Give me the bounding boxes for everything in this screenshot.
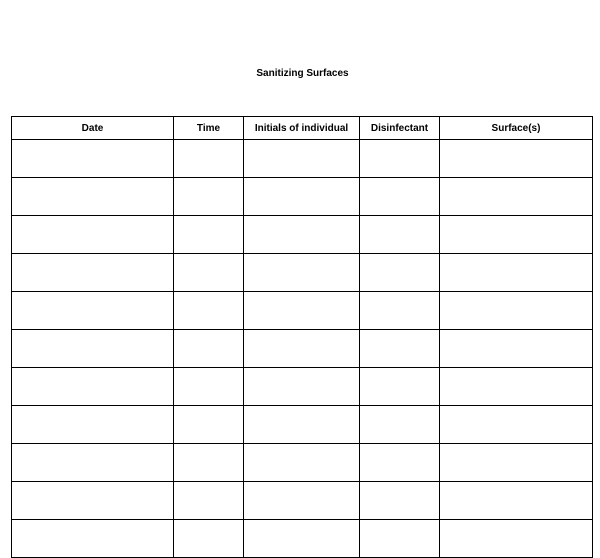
time-cell[interactable] <box>174 406 244 444</box>
table-body <box>12 140 593 558</box>
date-cell[interactable] <box>12 406 174 444</box>
surfaces-cell[interactable] <box>440 406 593 444</box>
table-row <box>12 368 593 406</box>
table-row <box>12 330 593 368</box>
table-row <box>12 406 593 444</box>
table-header-row <box>12 117 593 140</box>
time-cell[interactable] <box>174 216 244 254</box>
date-cell[interactable] <box>12 520 174 558</box>
surfaces-cell[interactable] <box>440 254 593 292</box>
time-cell[interactable] <box>174 482 244 520</box>
time-cell[interactable] <box>174 330 244 368</box>
column-header-disinfectant: Disinfectant <box>360 117 440 140</box>
table-row <box>12 482 593 520</box>
column-header-time: Time <box>174 117 244 140</box>
table-row <box>12 216 593 254</box>
column-header-surfaces: Surface(s) <box>440 117 593 140</box>
time-cell[interactable] <box>174 520 244 558</box>
disinfectant-cell[interactable] <box>360 444 440 482</box>
initials-cell[interactable] <box>244 254 360 292</box>
disinfectant-cell[interactable] <box>360 368 440 406</box>
page-title: Sanitizing Surfaces <box>256 68 349 79</box>
table-row <box>12 444 593 482</box>
table-row <box>12 292 593 330</box>
surfaces-cell[interactable] <box>440 140 593 178</box>
date-cell[interactable] <box>12 368 174 406</box>
initials-cell[interactable] <box>244 482 360 520</box>
surfaces-cell[interactable] <box>440 520 593 558</box>
date-cell[interactable] <box>12 178 174 216</box>
disinfectant-cell[interactable] <box>360 216 440 254</box>
time-cell[interactable] <box>174 254 244 292</box>
initials-cell[interactable] <box>244 520 360 558</box>
table-row <box>12 140 593 178</box>
date-cell[interactable] <box>12 444 174 482</box>
initials-cell[interactable] <box>244 330 360 368</box>
date-cell[interactable] <box>12 254 174 292</box>
surfaces-cell[interactable] <box>440 216 593 254</box>
sanitizing-log-table <box>11 116 593 558</box>
disinfectant-cell[interactable] <box>360 178 440 216</box>
initials-cell[interactable] <box>244 368 360 406</box>
surfaces-cell[interactable] <box>440 178 593 216</box>
disinfectant-cell[interactable] <box>360 330 440 368</box>
column-header-initials: Initials of individual <box>244 117 360 140</box>
time-cell[interactable] <box>174 140 244 178</box>
disinfectant-cell[interactable] <box>360 482 440 520</box>
surfaces-cell[interactable] <box>440 330 593 368</box>
time-cell[interactable] <box>174 444 244 482</box>
disinfectant-cell[interactable] <box>360 292 440 330</box>
time-cell[interactable] <box>174 292 244 330</box>
date-cell[interactable] <box>12 292 174 330</box>
date-cell[interactable] <box>12 330 174 368</box>
column-header-date: Date <box>12 117 174 140</box>
initials-cell[interactable] <box>244 292 360 330</box>
time-cell[interactable] <box>174 178 244 216</box>
surfaces-cell[interactable] <box>440 482 593 520</box>
surfaces-cell[interactable] <box>440 368 593 406</box>
disinfectant-cell[interactable] <box>360 140 440 178</box>
date-cell[interactable] <box>12 216 174 254</box>
disinfectant-cell[interactable] <box>360 520 440 558</box>
table-row <box>12 520 593 558</box>
surfaces-cell[interactable] <box>440 444 593 482</box>
table-row <box>12 254 593 292</box>
date-cell[interactable] <box>12 140 174 178</box>
initials-cell[interactable] <box>244 216 360 254</box>
initials-cell[interactable] <box>244 444 360 482</box>
initials-cell[interactable] <box>244 406 360 444</box>
initials-cell[interactable] <box>244 140 360 178</box>
time-cell[interactable] <box>174 368 244 406</box>
disinfectant-cell[interactable] <box>360 254 440 292</box>
disinfectant-cell[interactable] <box>360 406 440 444</box>
surfaces-cell[interactable] <box>440 292 593 330</box>
date-cell[interactable] <box>12 482 174 520</box>
table-row <box>12 178 593 216</box>
initials-cell[interactable] <box>244 178 360 216</box>
